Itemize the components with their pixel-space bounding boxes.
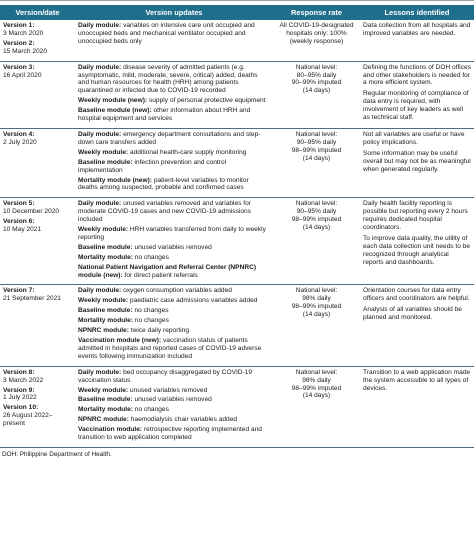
version-updates-cell [75, 198, 273, 285]
update-entry [78, 159, 270, 175]
update-entry [78, 416, 270, 424]
module-update-text: haemodialysis chair variables added [128, 416, 238, 424]
module-name: Daily module: [78, 200, 122, 208]
module-update-text: for direct patient referrals [122, 271, 198, 279]
table-row [0, 61, 474, 128]
update-entry [78, 254, 270, 262]
module-update-text: unused variables removed [132, 396, 212, 404]
module-update-text: patient-level variables to monitor deaths among suspected, probable and confirmed cases [78, 176, 249, 192]
table-footnote: DOH: Philippine Department of Health. [2, 450, 112, 458]
module-update-text: twice daily reporting [128, 327, 190, 335]
version-date-cell [0, 198, 75, 285]
version-title: Version 6: [3, 218, 35, 226]
version-updates-cell [75, 128, 273, 197]
update-entry [78, 200, 270, 224]
response-line: (14 days) [302, 311, 331, 319]
module-name: Baseline module: [78, 307, 133, 315]
version-date: 3 March 2020 [3, 29, 44, 37]
module-update-text: retrospective reporting implemented and transition to web application completed [78, 426, 262, 442]
module-update-text: variables on intensive care unit occupied and unoccupied beds and mechanical ventilator occupied and unoccupied beds only [78, 22, 255, 45]
response-line: 90–95% daily [296, 208, 337, 216]
version-date: 10 May 2021 [3, 226, 42, 234]
update-entry [78, 287, 270, 295]
response-line: 98–99% imputed [291, 384, 342, 392]
module-name: National Patient Navigation and Referral Center (NPNRC) module (new): [78, 263, 257, 279]
update-entry [78, 177, 270, 193]
module-update-text: no changes [132, 253, 169, 261]
update-entry [78, 396, 270, 404]
version-date: 26 August 2022–present [3, 412, 53, 428]
module-name: Daily module: [78, 368, 122, 376]
response-line: National level: [295, 130, 338, 138]
response-line: 90–95% daily [296, 138, 337, 146]
response-line: (14 days) [302, 87, 331, 95]
module-update-text: oxygen consumption variables added [121, 287, 232, 295]
response-line: 90–99% imputed [291, 79, 342, 87]
version-date-cell [0, 61, 75, 128]
module-name: Daily module: [78, 287, 122, 295]
table-row [0, 198, 474, 285]
lesson-text: Orientation courses for data entry officers and coordinators are helpful. [363, 287, 470, 303]
module-name: Mortality module: [78, 253, 133, 261]
version-updates-cell [75, 20, 273, 61]
update-entry [78, 426, 270, 442]
module-update-text: other information about HRH and hospital equipment and services [78, 107, 251, 123]
module-name: Weekly module (new): [78, 97, 148, 105]
module-update-text: disease severity of admitted patients (e.g. asymptomatic, mild, moderate, severe, critical) added, deaths and human resources for health (HRH) among patients quarantined or infected due to COVID-19 recorded [78, 63, 258, 95]
module-name: Daily module: [78, 63, 122, 71]
module-update-text: HRH variables transferred from daily to weekly reporting [78, 226, 266, 241]
lesson-text: Analysis of all variables should be planned and monitored. [363, 306, 462, 322]
module-update-text: infection prevention and control implementation [78, 158, 227, 174]
version-updates-cell [75, 285, 273, 366]
version-title: Version 8: [3, 368, 35, 376]
response-line: 80–95% daily [296, 71, 337, 79]
module-name: Baseline module: [78, 158, 133, 166]
response-line: (14 days) [302, 154, 331, 162]
response-rate-cell [273, 61, 360, 128]
response-rate-cell [273, 366, 360, 447]
lessons-cell [360, 198, 474, 285]
response-line: 98% daily [302, 295, 331, 303]
module-name: Daily module: [78, 22, 122, 29]
header-response-rate: Response rate [273, 5, 360, 20]
version-title: Version 4: [3, 130, 35, 138]
module-name: Vaccination module (new): [78, 337, 162, 344]
response-line: (weekly response) [289, 37, 344, 45]
module-name: Daily module: [78, 130, 122, 138]
module-name: Baseline module: [78, 396, 133, 404]
response-line: (14 days) [302, 224, 331, 232]
version-title: Version 3: [3, 63, 35, 71]
module-update-text: no changes [132, 317, 169, 325]
lessons-cell [360, 61, 474, 128]
table-row [0, 285, 474, 366]
module-name: Baseline module (new): [78, 107, 152, 115]
module-name: Weekly module: [78, 148, 129, 156]
module-name: Mortality module: [78, 317, 133, 325]
module-name: Mortality module: [78, 406, 133, 414]
response-line: 98–99% imputed [291, 146, 342, 154]
header-row [0, 5, 474, 20]
version-date-cell [0, 366, 75, 447]
update-entry [78, 97, 270, 105]
update-entry [78, 297, 270, 305]
version-updates-cell [75, 61, 273, 128]
module-update-text: unused variables removed [128, 386, 208, 394]
update-entry [78, 327, 270, 335]
lesson-text: Data collection from all hospitals and improved variables are needed. [363, 22, 471, 37]
module-name: NPNRC module: [78, 327, 129, 335]
lesson-text: Some information may be useful overall but may not be as meaningful when generated regularly. [363, 149, 471, 173]
response-line: All COVID-19-designated hospitals only: 100% [279, 22, 354, 37]
version-date-cell [0, 128, 75, 197]
module-update-text: supply of personal protective equipment [147, 97, 266, 105]
version-title: Version 10: [3, 404, 39, 412]
lessons-cell [360, 128, 474, 197]
update-entry [78, 244, 270, 252]
module-update-text: additional health-care supply monitoring [128, 148, 247, 156]
response-line: (14 days) [302, 392, 331, 400]
version-title: Version 1: [3, 22, 35, 29]
version-title: Version 2: [3, 39, 35, 47]
lesson-text: Transition to a web application made the system accessible to all types of devices. [363, 368, 471, 392]
header-version-updates: Version updates [75, 5, 273, 20]
response-rate-cell [273, 198, 360, 285]
update-entry [78, 226, 270, 242]
version-updates-cell [75, 366, 273, 447]
response-rate-cell [273, 20, 360, 61]
update-entry [78, 264, 270, 280]
update-entry [78, 406, 270, 414]
module-name: Weekly module: [78, 386, 129, 394]
header-version-date: Version/date [0, 5, 75, 20]
version-date: 21 September 2021 [3, 295, 61, 303]
module-name: NPNRC module: [78, 416, 129, 424]
version-date: 3 March 2022 [3, 376, 44, 384]
module-name: Weekly module: [78, 297, 129, 305]
update-entry [78, 387, 270, 395]
update-entry [78, 22, 270, 46]
module-update-text: paediatric case admissions variables added [128, 297, 258, 305]
table-row [0, 20, 474, 61]
update-entry [78, 369, 270, 385]
lesson-text: Not all variables are useful or have policy implications. [363, 130, 465, 146]
update-entry [78, 307, 270, 315]
version-date: 15 March 2020 [3, 47, 47, 55]
lesson-text: To improve data quality, the utility of each data collection unit needs to be recognized through analytical reports and dashboards. [363, 234, 471, 266]
version-title: Version 5: [3, 200, 35, 208]
version-date-cell [0, 285, 75, 366]
version-date: 10 December 2020 [3, 208, 60, 216]
response-line: 98–99% imputed [291, 216, 342, 224]
response-line: National level: [295, 287, 338, 295]
response-line: 98% daily [302, 376, 331, 384]
response-line: National level: [295, 200, 338, 208]
table-row [0, 366, 474, 447]
module-update-text: bed occupancy disaggregated by COVID-19 vaccination status [78, 368, 253, 384]
version-date: 16 April 2020 [3, 71, 42, 79]
lesson-text: Defining the functions of DOH offices and other stakeholders is needed for a more efficient system. [363, 63, 471, 87]
module-name: Weekly module: [78, 226, 129, 234]
header-lessons-identified: Lessons identified [360, 5, 474, 20]
module-update-text: no changes [132, 307, 169, 315]
module-update-text: no changes [132, 406, 169, 414]
module-update-text: emergency department consultations and step-down care transfers added [78, 130, 261, 146]
lessons-cell [360, 366, 474, 447]
update-entry [78, 317, 270, 325]
module-update-text: unused variables removed and variables for moderate COVID-19 cases and new COVID-19 admissions included [78, 200, 251, 224]
module-name: Baseline module: [78, 243, 133, 251]
response-rate-cell [273, 285, 360, 366]
lessons-cell [360, 285, 474, 366]
update-entry [78, 149, 270, 157]
response-line: National level: [295, 63, 338, 71]
version-date: 2 July 2020 [3, 138, 37, 146]
update-entry [78, 64, 270, 96]
module-name: Mortality module (new): [78, 176, 152, 184]
module-update-text: unused variables removed [132, 243, 212, 251]
lessons-cell [360, 20, 474, 61]
version-history-table [0, 5, 474, 448]
module-name: Vaccination module: [78, 426, 143, 434]
module-update-text: vaccination status of patients admitted in hospitals and reported cases of COVID-19 adverse events following immunization included [78, 337, 262, 360]
response-line: 98–99% imputed [291, 303, 342, 311]
version-date: 1 July 2022 [3, 394, 37, 402]
table-row [0, 128, 474, 197]
update-entry [78, 107, 270, 123]
version-title: Version 9: [3, 386, 35, 394]
response-line: National level: [295, 368, 338, 376]
update-entry [78, 337, 270, 361]
response-rate-cell [273, 128, 360, 197]
version-date-cell [0, 20, 75, 61]
lesson-text: Daily health facility reporting is possible but reporting every 2 hours requires dedicated hospital coordinators. [363, 200, 468, 232]
lesson-text: Regular monitoring of compliance of data entry is required, with involvement of key leaders as well as technical staff. [363, 90, 469, 122]
update-entry [78, 131, 270, 147]
version-title: Version 7: [3, 287, 35, 295]
